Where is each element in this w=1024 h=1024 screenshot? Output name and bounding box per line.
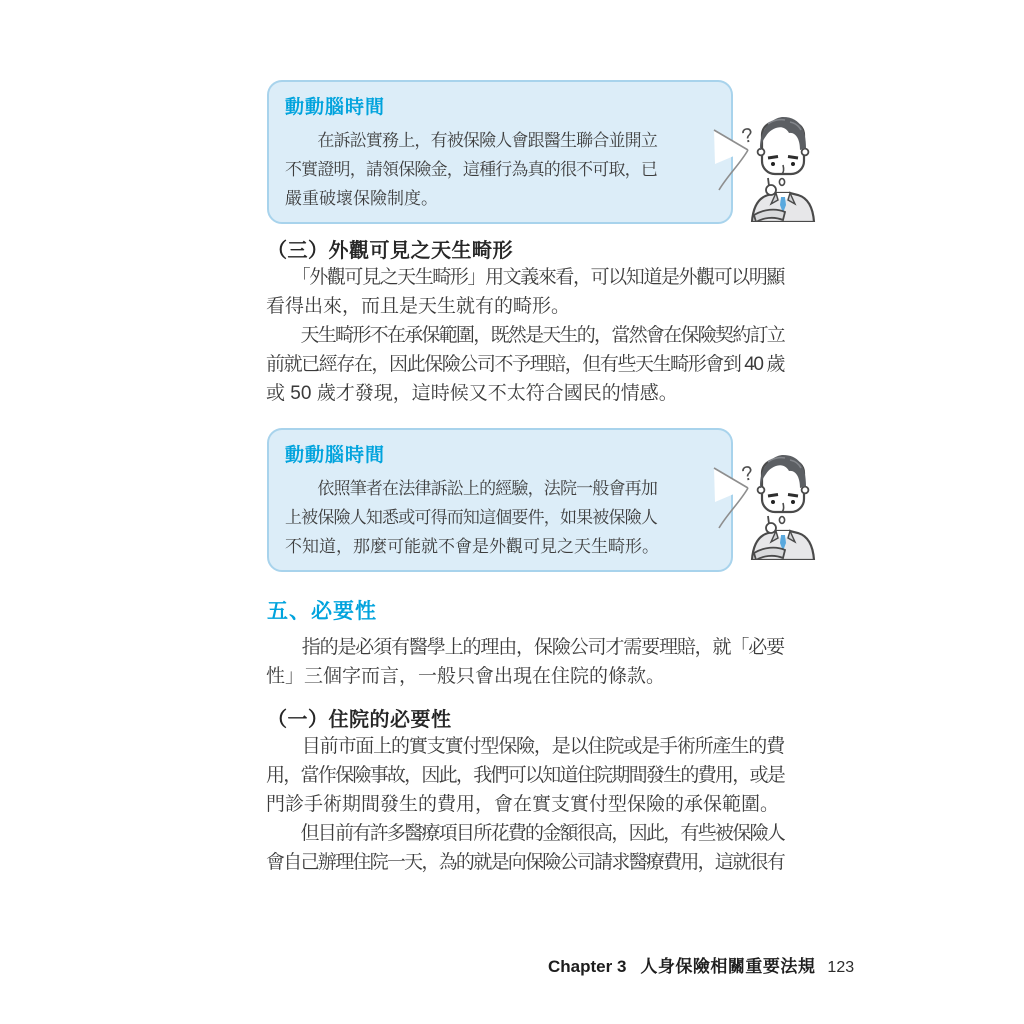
paragraph: 但目前有許多醫療項目所花費的金額很高，因此，有些被保險人 會自己辦理住院一天，為的就是向保險公司請求醫療費用，這就很有: [266, 823, 784, 873]
page-number: 123: [827, 959, 855, 976]
paragraph: 天生畸形不在承保範圍，既然是天生的，當然會在保險契約訂立 前就已經存在，因此保險公司不予理賠，但有些天生畸形會到 40 歲 或 50 歲才發現，這時候又不太符合國民的情感。: [266, 325, 784, 404]
section-body: [266, 633, 784, 691]
speech-bubble-tail: [712, 466, 754, 532]
speech-bubble-tail: [712, 128, 754, 194]
callout-title: 動動腦時間: [285, 445, 386, 466]
callout-body: 依照筆者在法律訴訟上的經驗，法院一般會再加 上被保險人知悉或可得而知這個要件，如果被保險人 不知道，那麼可能就不會是外觀可見之天生畸形。: [285, 479, 659, 556]
chapter-label: Chapter 3: [548, 957, 627, 976]
paragraph: 目前市面上的實支實付型保險，是以住院或是手術所產生的費 用，當作保險事故，因此，我們可以知道住院期間發生的費用，或是 門診手術期間發生的費用，會在實支實付型保險的承保範圍。: [266, 736, 784, 815]
section-body: [266, 732, 784, 877]
brainstorm-callout-2: [267, 428, 733, 572]
paragraph: 指的是必須有醫學上的理由，保險公司才需要理賠，就「必要 性」三個字而言，一般只會出現在住院的條款。: [266, 637, 784, 687]
paragraph: 「外觀可見之天生畸形」用文義來看，可以知道是外觀可以明顯 看得出來，而且是天生就有的畸形。: [266, 267, 784, 317]
chapter-title: 人身保險相關重要法規: [640, 957, 816, 976]
subsection-heading-hospitalization-necessity: （一）住院的必要性: [267, 709, 452, 731]
page-footer: [548, 952, 855, 977]
section-heading-necessity: 五、必要性: [267, 600, 377, 623]
brainstorm-callout-1: [267, 80, 733, 224]
callout-title: 動動腦時間: [285, 97, 386, 118]
section-body: [266, 263, 784, 408]
section-heading-congenital-deformity: （三）外觀可見之天生畸形: [267, 240, 513, 262]
callout-body: 在訴訟實務上，有被保險人會跟醫生聯合並開立 不實證明，請領保險金，這種行為真的很不可取，已 嚴重破壞保險制度。: [285, 131, 657, 208]
